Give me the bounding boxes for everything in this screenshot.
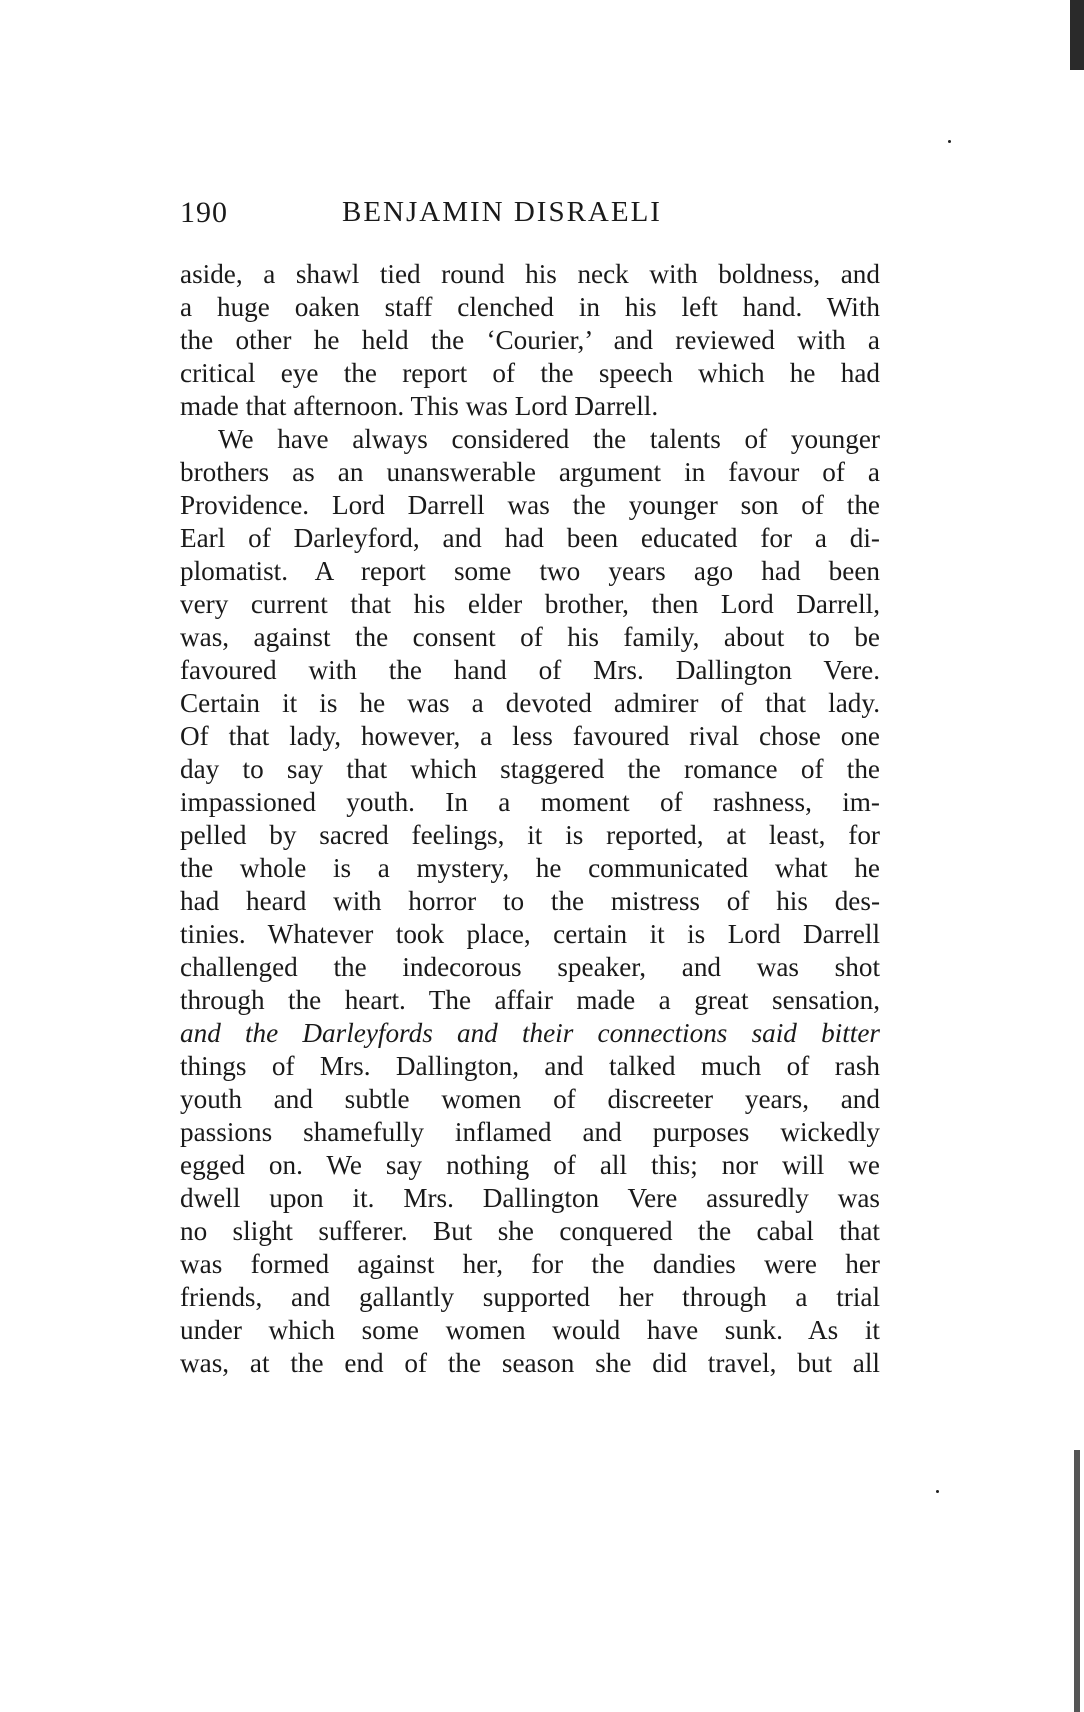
text-line: had heard with horror to the mistress of his des- xyxy=(180,886,880,916)
text-line: dwell upon it. Mrs. Dallington Vere assuredly was xyxy=(180,1183,880,1213)
text-line: through the heart. The affair made a great sensation, xyxy=(180,985,880,1015)
text-line: youth and subtle women of discreeter years, and xyxy=(180,1084,880,1114)
speck xyxy=(948,140,951,143)
speck xyxy=(936,1490,939,1493)
text-line: the whole is a mystery, he communicated what he xyxy=(180,853,880,883)
text-line: passions shamefully inflamed and purposes wickedly xyxy=(180,1117,880,1147)
text-line: was formed against her, for the dandies were her xyxy=(180,1249,880,1279)
text-line: made that afternoon. This was Lord Darrell. xyxy=(180,391,659,421)
text-line: a huge oaken staff clenched in his left hand. With xyxy=(180,292,880,322)
scan-edge-bottom xyxy=(1074,1450,1080,1712)
text-line: Certain it is he was a devoted admirer of that lady. xyxy=(180,688,880,718)
text-line: critical eye the report of the speech which he had xyxy=(180,358,880,388)
text-line: under which some women would have sunk. As it xyxy=(180,1315,880,1345)
page-number: 190 xyxy=(180,196,228,229)
text-line: We have always considered the talents of younger xyxy=(218,424,880,454)
text-line: was, against the consent of his family, about to be xyxy=(180,622,880,652)
page-header xyxy=(180,196,880,236)
body-text xyxy=(180,258,880,1380)
text-line: no slight sufferer. But she conquered the cabal that xyxy=(180,1216,880,1246)
scan-edge-top xyxy=(1070,0,1084,70)
text-line: egged on. We say nothing of all this; nor will we xyxy=(180,1150,880,1180)
text-line: was, at the end of the season she did travel, but all xyxy=(180,1348,880,1378)
text-line: Providence. Lord Darrell was the younger son of the xyxy=(180,490,880,520)
text-line: plomatist. A report some two years ago had been xyxy=(180,556,880,586)
text-line: challenged the indecorous speaker, and was shot xyxy=(180,952,880,982)
text-line: pelled by sacred feelings, it is reported, at least, for xyxy=(180,820,880,850)
text-line: Of that lady, however, a less favoured rival chose one xyxy=(180,721,880,751)
text-line: very current that his elder brother, then Lord Darrell, xyxy=(180,589,880,619)
text-line: the other he held the ‘Courier,’ and reviewed with a xyxy=(180,325,880,355)
running-head: BENJAMIN DISRAELI xyxy=(342,196,662,228)
text-line: Earl of Darleyford, and had been educated for a di- xyxy=(180,523,880,553)
text-line: tinies. Whatever took place, certain it is Lord Darrell xyxy=(180,919,880,949)
text-line: impassioned youth. In a moment of rashness, im- xyxy=(180,787,880,817)
text-line: things of Mrs. Dallington, and talked much of rash xyxy=(180,1051,880,1081)
text-line: friends, and gallantly supported her through a trial xyxy=(180,1282,880,1312)
text-line: and the Darleyfords and their connections said bitter xyxy=(180,1018,880,1048)
text-line: brothers as an unanswerable argument in favour of a xyxy=(180,457,880,487)
text-line: aside, a shawl tied round his neck with boldness, and xyxy=(180,259,880,289)
text-line: favoured with the hand of Mrs. Dallington Vere. xyxy=(180,655,880,685)
text-line: day to say that which staggered the romance of the xyxy=(180,754,880,784)
